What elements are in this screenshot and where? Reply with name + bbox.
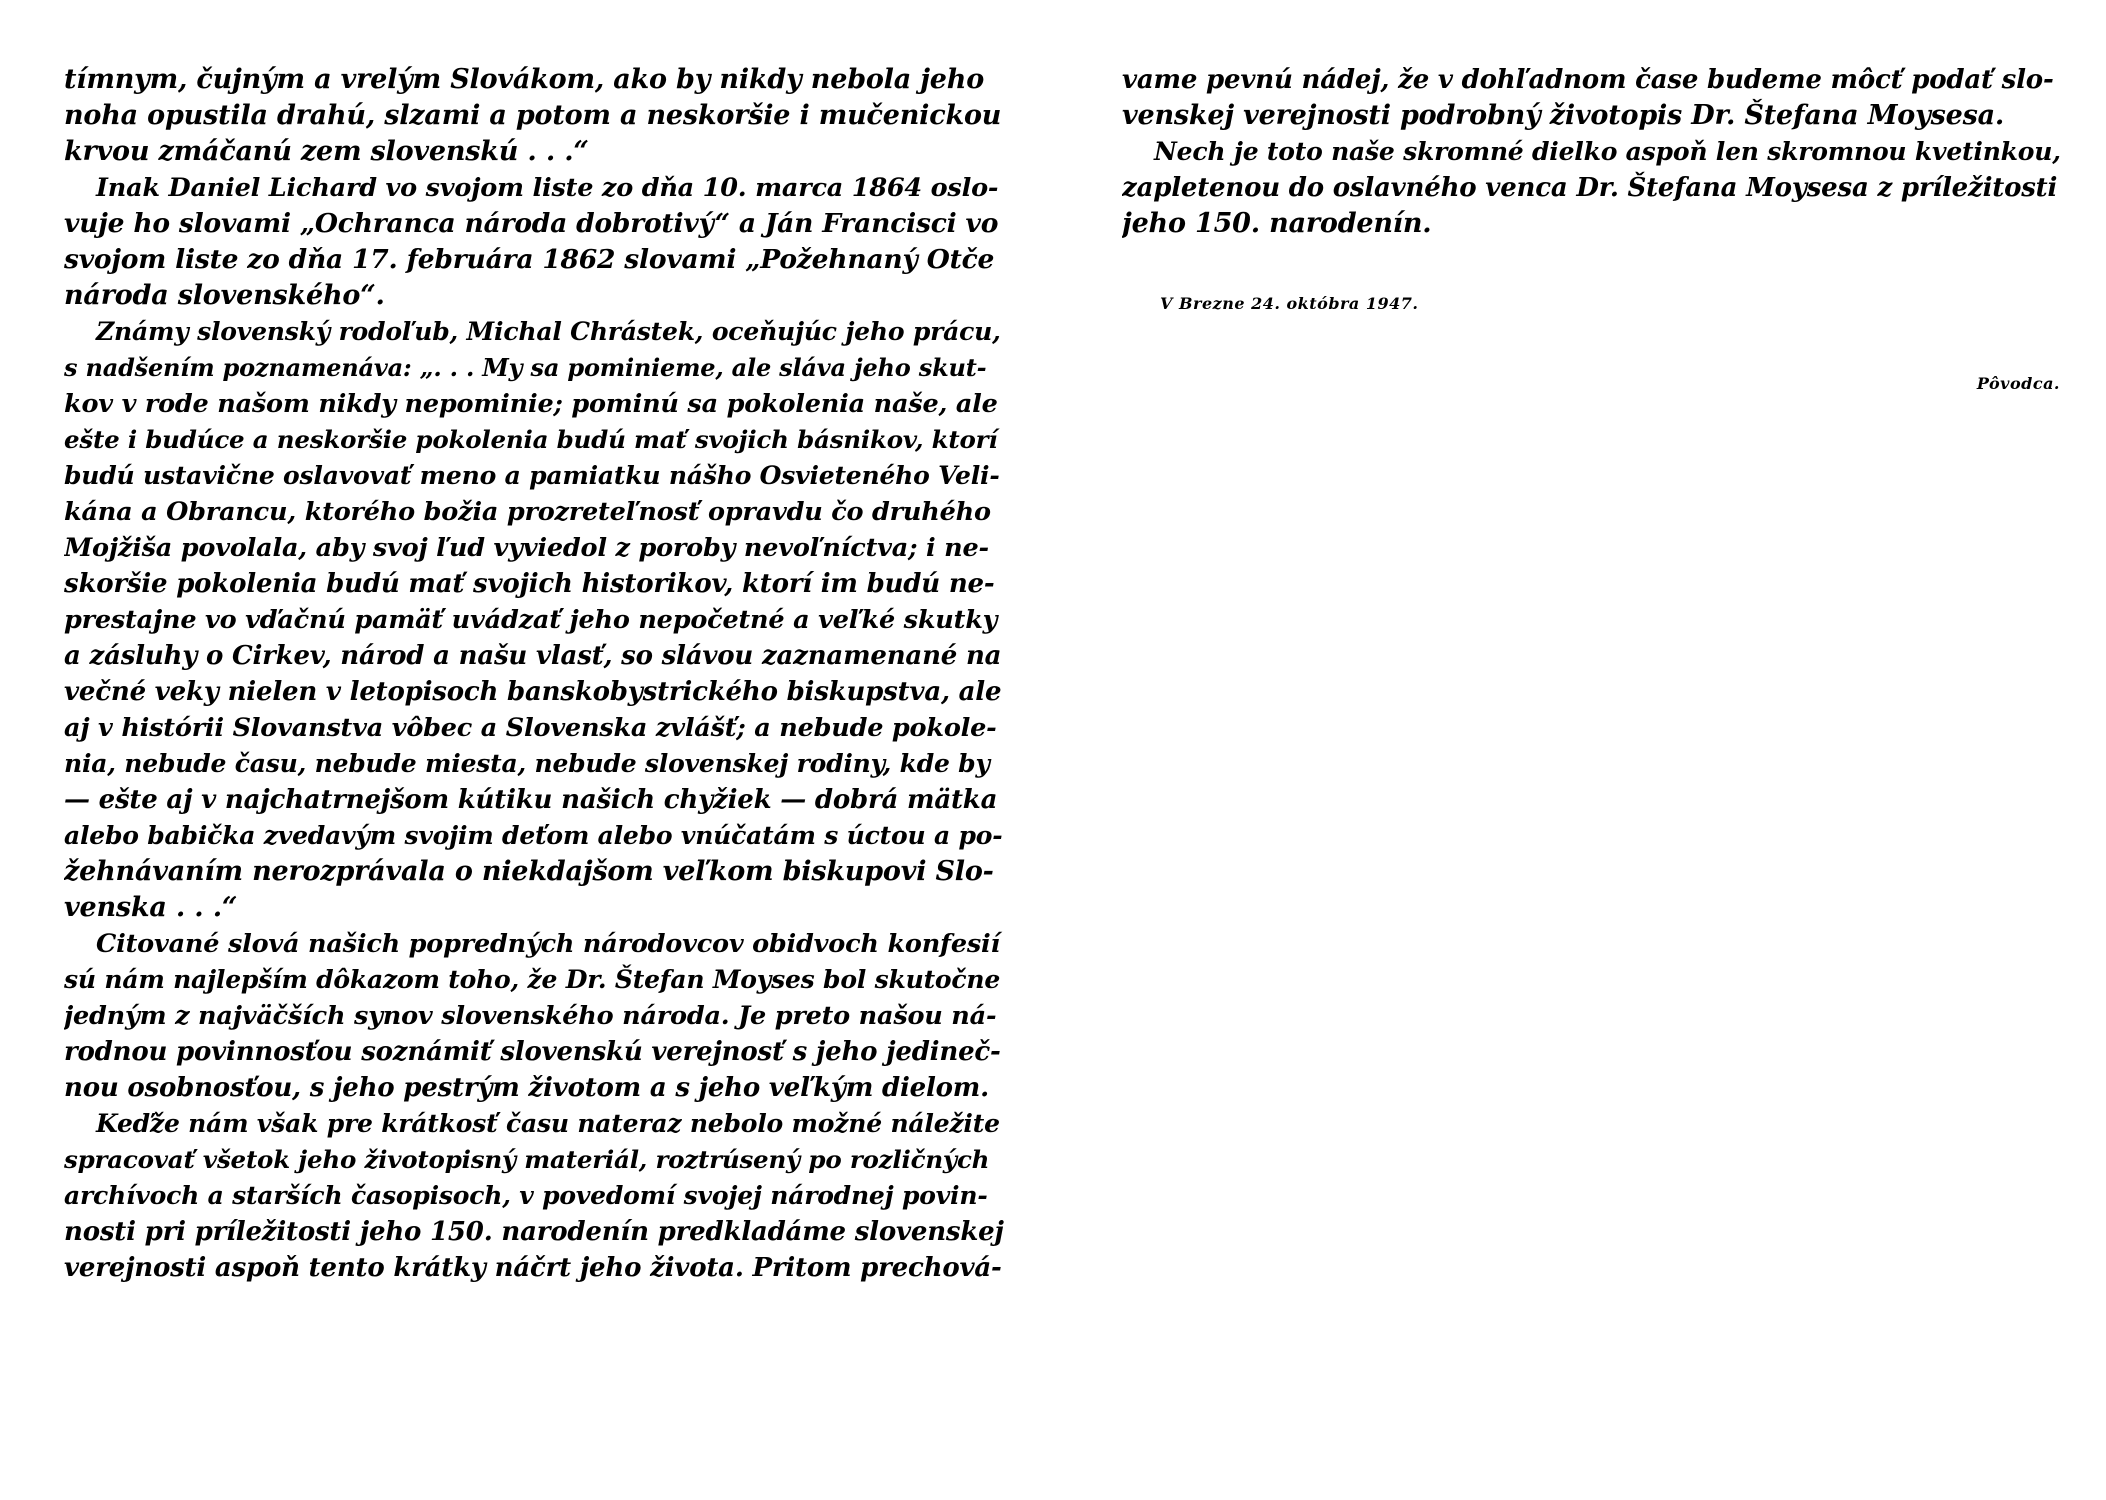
author-signature: Pôvodca. [1976, 374, 2060, 393]
text-line: skoršie pokolenia budú mať svojich historikov, ktorí im budú ne- [64, 569, 995, 599]
text-line: tímnym, čujným a vrelým Slovákom, ako by nikdy nebola jeho [64, 64, 985, 95]
left-page-column [64, 62, 1004, 1286]
right-page-column [1122, 62, 2062, 242]
text-line: nosti pri príležitosti jeho 150. narodenín predkladáme slovenskej [64, 1217, 1004, 1247]
paragraph-start-line: Citované slová našich popredných národovcov obidvoch konfesií [96, 929, 1000, 959]
text-line: spracovať všetok jeho životopisný materiál, roztrúsený po rozličných [64, 1145, 990, 1174]
text-line: kov v rode našom nikdy nepominie; pominú sa pokolenia naše, ale [64, 389, 998, 419]
text-line: zapletenou do oslavného venca Dr. Štefana Moysesa z príležitosti [1122, 173, 2058, 203]
paragraph-start-line: Nech je toto naše skromné dielko aspoň len skromnou kvetinkou, [1154, 137, 2061, 166]
text-line: venskej verejnosti podrobný životopis Dr. Štefana Moysesa. [1122, 100, 2005, 131]
text-line: jeho 150. narodenín. [1122, 208, 1432, 239]
text-line: žehnávaním nerozprávala o niekdajšom veľkom biskupovi Slo- [64, 856, 994, 887]
text-line: ešte i budúce a neskoršie pokolenia budú mať svojich básnikov, ktorí [64, 425, 998, 454]
text-line: rodnou povinnosťou soznámiť slovenskú verejnosť s jeho jedineč- [64, 1037, 1001, 1067]
paragraph-start-line: Keďže nám však pre krátkosť času nateraz nebolo možné náležite [96, 1109, 1000, 1138]
text-line: s nadšením poznamenáva: „. . . My sa pominieme, ale sláva jeho skut- [64, 353, 987, 382]
text-line: Mojžiša povolala, aby svoj ľud vyviedol z poroby nevoľníctva; i ne- [64, 533, 989, 563]
paragraph-start-line: Známy slovenský rodoľub, Michal Chrástek, oceňujúc jeho prácu, [96, 317, 1001, 346]
text-line: venska . . .“ [64, 892, 238, 923]
text-line: aj v histórii Slovanstva vôbec a Slovenska zvlášť; a nebude pokole- [64, 713, 997, 743]
paragraph-start-line: Inak Daniel Lichard vo svojom liste zo dňa 10. marca 1864 oslo- [96, 173, 999, 203]
text-line: nia, nebude času, nebude miesta, nebude slovenskej rodiny, kde by [64, 749, 990, 778]
text-line: svojom liste zo dňa 17. februára 1862 slovami „Požehnaný Otče [64, 244, 995, 275]
text-line: jedným z najväčších synov slovenského národa. Je preto našou ná- [64, 1001, 997, 1031]
text-line: vuje ho slovami „Ochranca národa dobrotivý“ a Ján Francisci vo [64, 208, 999, 239]
text-line: kána a Obrancu, ktorého božia prozreteľnosť opravdu čo druhého [64, 497, 991, 527]
text-line: krvou zmáčanú zem slovenskú . . .“ [64, 136, 589, 167]
text-line: sú nám najlepším dôkazom toho, že Dr. Štefan Moyses bol skutočne [64, 965, 1001, 994]
text-line: a zásluhy o Cirkev, národ a našu vlasť, so slávou zaznamenané na [64, 641, 1002, 671]
text-line: alebo babička zvedavým svojim deťom alebo vnúčatám s úctou a po- [64, 821, 1003, 850]
text-line: — ešte aj v najchatrnejšom kútiku našich chyžiek — dobrá mätka [64, 785, 998, 815]
text-line: noha opustila drahú, slzami a potom a neskoršie i mučenickou [64, 100, 1002, 131]
text-line: archívoch a starších časopisoch, v povedomí svojej národnej povin- [64, 1181, 988, 1210]
dateline: V Brezne 24. októbra 1947. [1160, 294, 1419, 313]
text-line: nou osobnosťou, s jeho pestrým životom a s jeho veľkým dielom. [64, 1073, 989, 1103]
text-line: národa slovenského“. [64, 280, 385, 311]
text-line: prestajne vo vďačnú pamäť uvádzať jeho nepočetné a veľké skutky [64, 605, 998, 635]
text-line: verejnosti aspoň tento krátky náčrt jeho života. Pritom prechová- [64, 1253, 1002, 1283]
text-line: budú ustavične oslavovať meno a pamiatku nášho Osvieteného Veli- [64, 461, 1000, 490]
text-line: vame pevnú nádej, že v dohľadnom čase budeme môcť podať slo- [1122, 65, 2054, 95]
text-line: večné veky nielen v letopisoch banskobystrického biskupstva, ale [64, 677, 1002, 707]
